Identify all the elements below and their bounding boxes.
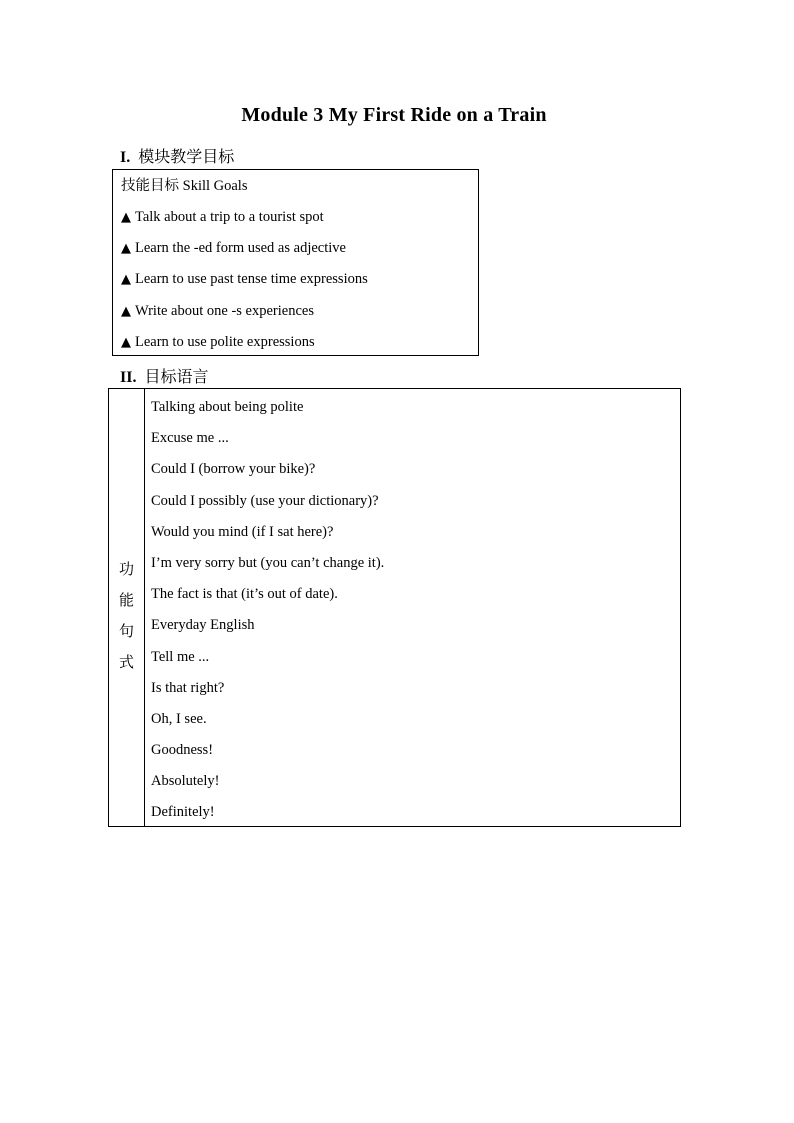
- triangle-bullet-icon: ▲: [121, 241, 131, 257]
- category-char: 能: [118, 592, 134, 609]
- goal-text: Write about one -s experiences: [135, 302, 314, 319]
- sentence-line: Oh, I see.: [151, 710, 207, 727]
- sentence-line: Goodness!: [151, 742, 214, 759]
- category-char: 句: [118, 623, 134, 640]
- section-heading-target-language: [120, 364, 208, 387]
- sentence-line: Is that right?: [151, 679, 225, 696]
- skill-goals-box: [112, 169, 479, 356]
- sentence-line: Could I (borrow your bike)?: [151, 461, 316, 478]
- sentence-line: Talking about being polite: [151, 399, 304, 415]
- sentence-line: Absolutely!: [151, 773, 220, 790]
- triangle-bullet-icon: ▲: [121, 303, 131, 319]
- sentence-line: Definitely!: [151, 804, 215, 821]
- triangle-bullet-icon: ▲: [121, 334, 131, 350]
- goal-item: [121, 302, 478, 333]
- goal-item: [121, 333, 478, 364]
- goal-text: Learn to use polite expressions: [135, 333, 315, 350]
- section-number: II.: [120, 369, 137, 386]
- triangle-bullet-icon: ▲: [121, 272, 131, 288]
- sentence-line: The fact is that (it’s out of date).: [151, 586, 338, 603]
- goal-text: Learn to use past tense time expressions: [135, 271, 368, 288]
- skill-goals-title: 技能目标 Skill Goals: [121, 178, 248, 194]
- section-title: 模块教学目标: [138, 149, 235, 166]
- section-title: 目标语言: [144, 369, 209, 386]
- page-title: Module 3 My First Ride on a Train: [241, 104, 547, 126]
- section-number: I.: [120, 149, 131, 166]
- goal-text: Talk about a trip to a tourist spot: [135, 209, 324, 225]
- sentence-line: Would you mind (if I sat here)?: [151, 523, 334, 540]
- sentence-line: Could I possibly (use your dictionary)?: [151, 492, 379, 509]
- sentence-line: I’m very sorry but (you can’t change it).: [151, 554, 385, 571]
- goal-text: Learn the -ed form used as adjective: [135, 240, 346, 257]
- goal-item: [121, 239, 478, 270]
- function-sentences-cell: [145, 389, 680, 826]
- target-language-table: [108, 388, 681, 827]
- category-char: 式: [118, 654, 134, 671]
- triangle-bullet-icon: ▲: [121, 210, 131, 225]
- goal-item: [121, 208, 478, 239]
- section-heading-teaching-goals: [120, 144, 234, 167]
- category-char: 功: [118, 561, 134, 578]
- sentence-line: Excuse me ...: [151, 430, 229, 447]
- category-cell: [109, 389, 145, 826]
- sentence-line: Tell me ...: [151, 648, 210, 665]
- sentence-line: Everyday English: [151, 617, 255, 634]
- goal-item: [121, 270, 478, 301]
